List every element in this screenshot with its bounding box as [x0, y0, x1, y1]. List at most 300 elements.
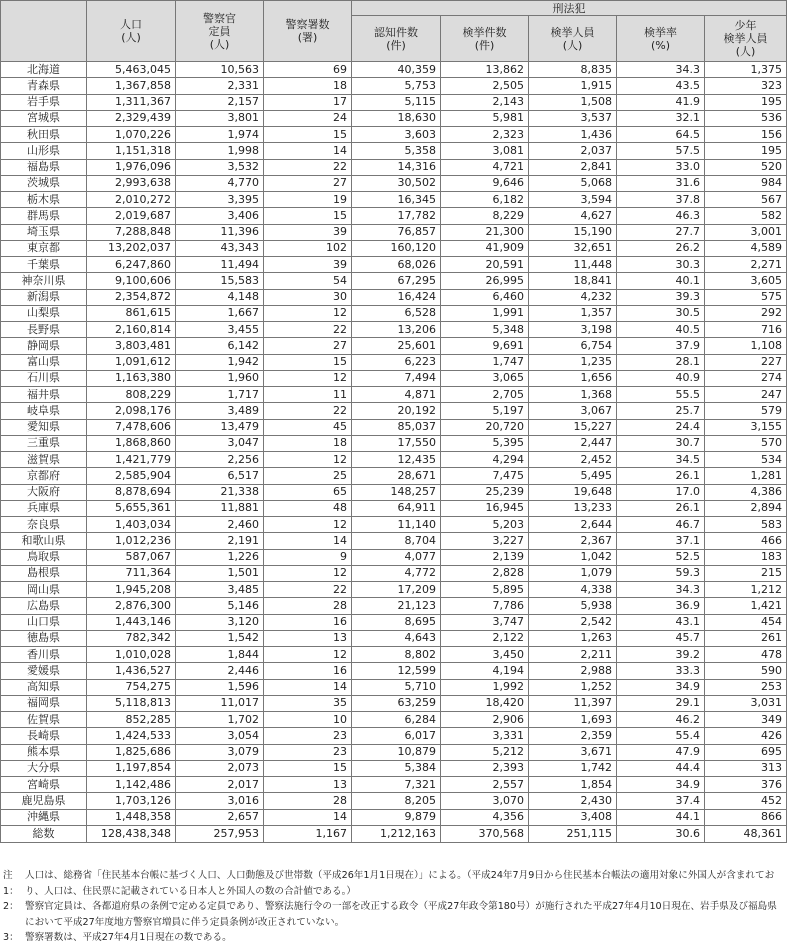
- cell-recognized-cases: 8,704: [352, 533, 441, 549]
- total-recognized-cases: 1,212,163: [352, 825, 441, 842]
- cell-police-stations: 22: [264, 403, 352, 419]
- total-row: [1, 825, 787, 842]
- cell-police-stations: 12: [264, 370, 352, 386]
- cell-clearance-rate: 33.3: [617, 663, 705, 679]
- cell-prefecture: 北海道: [1, 62, 87, 78]
- cell-juvenile-cleared: 984: [705, 175, 787, 191]
- cell-juvenile-cleared: 2,894: [705, 500, 787, 516]
- cell-prefecture: 滋賀県: [1, 452, 87, 468]
- cell-prefecture: 山形県: [1, 143, 87, 159]
- cell-cleared-persons: 2,037: [529, 143, 617, 159]
- cell-police-officers: 1,501: [176, 565, 264, 581]
- cell-recognized-cases: 14,316: [352, 159, 441, 175]
- table-row: [1, 728, 787, 744]
- cell-police-stations: 48: [264, 500, 352, 516]
- cell-clearance-rate: 30.3: [617, 257, 705, 273]
- cell-police-stations: 12: [264, 452, 352, 468]
- cell-population: 1,311,367: [87, 94, 176, 110]
- header-clearance-rate: 検挙率 (%): [617, 16, 705, 62]
- cell-clearance-rate: 39.3: [617, 289, 705, 305]
- cell-police-officers: 3,054: [176, 728, 264, 744]
- cell-juvenile-cleared: 323: [705, 78, 787, 94]
- cell-prefecture: 岡山県: [1, 582, 87, 598]
- cell-population: 1,443,146: [87, 614, 176, 630]
- cell-prefecture: 福井県: [1, 387, 87, 403]
- cell-juvenile-cleared: 156: [705, 127, 787, 143]
- cell-clearance-rate: 46.2: [617, 712, 705, 728]
- table-row: [1, 419, 787, 435]
- cell-cleared-persons: 1,693: [529, 712, 617, 728]
- cell-clearance-rate: 59.3: [617, 565, 705, 581]
- table-row: [1, 809, 787, 825]
- cell-cleared-persons: 1,436: [529, 127, 617, 143]
- cell-recognized-cases: 20,192: [352, 403, 441, 419]
- total-cleared-cases: 370,568: [441, 825, 529, 842]
- cell-prefecture: 和歌山県: [1, 533, 87, 549]
- cell-cleared-persons: 18,841: [529, 273, 617, 289]
- cell-police-stations: 12: [264, 305, 352, 321]
- cell-prefecture: 島根県: [1, 565, 87, 581]
- cell-clearance-rate: 37.9: [617, 338, 705, 354]
- cell-police-officers: 2,073: [176, 760, 264, 776]
- cell-police-officers: 1,596: [176, 679, 264, 695]
- cell-population: 1,151,318: [87, 143, 176, 159]
- cell-cleared-persons: 2,367: [529, 533, 617, 549]
- cell-police-officers: 2,017: [176, 777, 264, 793]
- cell-population: 5,463,045: [87, 62, 176, 78]
- cell-clearance-rate: 45.7: [617, 630, 705, 646]
- cell-population: 13,202,037: [87, 240, 176, 256]
- cell-cleared-persons: 2,644: [529, 517, 617, 533]
- cell-recognized-cases: 4,077: [352, 549, 441, 565]
- cell-police-stations: 18: [264, 78, 352, 94]
- cell-police-officers: 1,702: [176, 712, 264, 728]
- cell-police-stations: 19: [264, 192, 352, 208]
- table-row: [1, 110, 787, 126]
- cell-police-officers: 13,479: [176, 419, 264, 435]
- cell-prefecture: 福岡県: [1, 695, 87, 711]
- cell-cleared-persons: 2,430: [529, 793, 617, 809]
- cell-recognized-cases: 8,695: [352, 614, 441, 630]
- cell-cleared-cases: 3,070: [441, 793, 529, 809]
- cell-cleared-persons: 1,252: [529, 679, 617, 695]
- cell-population: 8,878,694: [87, 484, 176, 500]
- cell-juvenile-cleared: 3,031: [705, 695, 787, 711]
- footnote-text: 人口は、総務省「住民基本台帳に基づく人口、人口動態及び世帯数（平成26年1月1日現在）」による。（平成24年7月9日から住民基本台帳法の適用対象に外国人が含まれており、人口は、住民票に記載されている日本人と外国人の数の合計値である。）: [25, 870, 775, 897]
- cell-cleared-cases: 1,991: [441, 305, 529, 321]
- cell-population: 1,421,779: [87, 452, 176, 468]
- cell-juvenile-cleared: 195: [705, 94, 787, 110]
- cell-cleared-cases: 2,323: [441, 127, 529, 143]
- cell-recognized-cases: 63,259: [352, 695, 441, 711]
- cell-clearance-rate: 26.2: [617, 240, 705, 256]
- cell-cleared-cases: 4,194: [441, 663, 529, 679]
- cell-juvenile-cleared: 4,589: [705, 240, 787, 256]
- total-clearance-rate: 30.6: [617, 825, 705, 842]
- footnote-label: 2：: [3, 901, 19, 913]
- cell-recognized-cases: 40,359: [352, 62, 441, 78]
- cell-juvenile-cleared: 215: [705, 565, 787, 581]
- header-police-stations: 警察署数 (署): [264, 1, 352, 62]
- cell-police-officers: 2,331: [176, 78, 264, 94]
- cell-juvenile-cleared: 1,281: [705, 468, 787, 484]
- cell-cleared-cases: 3,227: [441, 533, 529, 549]
- cell-recognized-cases: 17,209: [352, 582, 441, 598]
- cell-police-stations: 24: [264, 110, 352, 126]
- cell-police-officers: 2,446: [176, 663, 264, 679]
- table-row: [1, 549, 787, 565]
- table-row: [1, 582, 787, 598]
- table-row: [1, 500, 787, 516]
- cell-clearance-rate: 37.1: [617, 533, 705, 549]
- cell-police-officers: 1,960: [176, 370, 264, 386]
- cell-cleared-cases: 2,139: [441, 549, 529, 565]
- cell-population: 5,118,813: [87, 695, 176, 711]
- cell-police-stations: 15: [264, 208, 352, 224]
- cell-juvenile-cleared: 534: [705, 452, 787, 468]
- cell-prefecture: 徳島県: [1, 630, 87, 646]
- table-row: [1, 647, 787, 663]
- header-juvenile-cleared: 少年 検挙人員 (人): [705, 16, 787, 62]
- cell-prefecture: 宮城県: [1, 110, 87, 126]
- cell-recognized-cases: 4,772: [352, 565, 441, 581]
- total-prefecture: 総数: [1, 825, 87, 842]
- cell-recognized-cases: 21,123: [352, 598, 441, 614]
- cell-police-stations: 54: [264, 273, 352, 289]
- cell-cleared-cases: 5,197: [441, 403, 529, 419]
- cell-cleared-cases: 5,203: [441, 517, 529, 533]
- cell-police-stations: 35: [264, 695, 352, 711]
- header-cleared-persons: 検挙人員 (人): [529, 16, 617, 62]
- cell-cleared-cases: 2,122: [441, 630, 529, 646]
- cell-prefecture: 山梨県: [1, 305, 87, 321]
- cell-population: 9,100,606: [87, 273, 176, 289]
- cell-cleared-persons: 4,627: [529, 208, 617, 224]
- cell-population: 2,354,872: [87, 289, 176, 305]
- cell-population: 1,976,096: [87, 159, 176, 175]
- table-row: [1, 224, 787, 240]
- cell-recognized-cases: 7,494: [352, 370, 441, 386]
- cell-juvenile-cleared: 866: [705, 809, 787, 825]
- cell-cleared-persons: 1,042: [529, 549, 617, 565]
- cell-recognized-cases: 7,321: [352, 777, 441, 793]
- cell-clearance-rate: 34.3: [617, 62, 705, 78]
- cell-police-officers: 3,395: [176, 192, 264, 208]
- cell-cleared-persons: 1,915: [529, 78, 617, 94]
- cell-prefecture: 茨城県: [1, 175, 87, 191]
- cell-recognized-cases: 68,026: [352, 257, 441, 273]
- cell-population: 2,160,814: [87, 322, 176, 338]
- cell-population: 711,364: [87, 565, 176, 581]
- cell-clearance-rate: 34.9: [617, 777, 705, 793]
- cell-juvenile-cleared: 4,386: [705, 484, 787, 500]
- cell-clearance-rate: 34.5: [617, 452, 705, 468]
- cell-juvenile-cleared: 1,108: [705, 338, 787, 354]
- cell-recognized-cases: 3,603: [352, 127, 441, 143]
- cell-juvenile-cleared: 520: [705, 159, 787, 175]
- cell-police-officers: 3,801: [176, 110, 264, 126]
- table-row: [1, 533, 787, 549]
- footnote-item: [3, 868, 785, 899]
- cell-recognized-cases: 5,753: [352, 78, 441, 94]
- table-row: [1, 289, 787, 305]
- cell-cleared-persons: 2,988: [529, 663, 617, 679]
- footnote-text: 警察官定員は、各都道府県の条例で定める定員であり、警察法施行令の一部を改正する政令（平成27年政令第180号）が施行された平成27年4月10日現在、岩手県及び福島県において平成27年度地方警察官増員に伴う定員条例が改正されていない。: [25, 901, 777, 928]
- cell-cleared-cases: 9,646: [441, 175, 529, 191]
- cell-recognized-cases: 6,284: [352, 712, 441, 728]
- cell-juvenile-cleared: 716: [705, 322, 787, 338]
- cell-cleared-persons: 2,447: [529, 435, 617, 451]
- cell-police-officers: 2,191: [176, 533, 264, 549]
- cell-recognized-cases: 30,502: [352, 175, 441, 191]
- cell-police-officers: 11,494: [176, 257, 264, 273]
- cell-cleared-persons: 4,232: [529, 289, 617, 305]
- cell-prefecture: 熊本県: [1, 744, 87, 760]
- cell-population: 861,615: [87, 305, 176, 321]
- cell-police-officers: 2,256: [176, 452, 264, 468]
- cell-cleared-persons: 1,263: [529, 630, 617, 646]
- cell-clearance-rate: 39.2: [617, 647, 705, 663]
- cell-recognized-cases: 160,120: [352, 240, 441, 256]
- cell-clearance-rate: 64.5: [617, 127, 705, 143]
- cell-police-stations: 18: [264, 435, 352, 451]
- table-row: [1, 208, 787, 224]
- cell-recognized-cases: 10,879: [352, 744, 441, 760]
- cell-population: 1,825,686: [87, 744, 176, 760]
- cell-cleared-cases: 2,393: [441, 760, 529, 776]
- cell-juvenile-cleared: 695: [705, 744, 787, 760]
- cell-police-stations: 102: [264, 240, 352, 256]
- cell-juvenile-cleared: 570: [705, 435, 787, 451]
- cell-police-officers: 1,942: [176, 354, 264, 370]
- header-recognized-cases: 認知件数 (件): [352, 16, 441, 62]
- table-row: [1, 452, 787, 468]
- cell-cleared-cases: 26,995: [441, 273, 529, 289]
- cell-population: 808,229: [87, 387, 176, 403]
- cell-prefecture: 鹿児島県: [1, 793, 87, 809]
- cell-recognized-cases: 67,295: [352, 273, 441, 289]
- cell-police-stations: 27: [264, 175, 352, 191]
- cell-juvenile-cleared: 349: [705, 712, 787, 728]
- cell-recognized-cases: 12,435: [352, 452, 441, 468]
- table-row: [1, 598, 787, 614]
- cell-police-stations: 16: [264, 614, 352, 630]
- cell-population: 2,993,638: [87, 175, 176, 191]
- cell-police-stations: 15: [264, 354, 352, 370]
- cell-population: 852,285: [87, 712, 176, 728]
- cell-cleared-persons: 1,079: [529, 565, 617, 581]
- table-row: [1, 257, 787, 273]
- cell-clearance-rate: 25.7: [617, 403, 705, 419]
- cell-cleared-persons: 13,233: [529, 500, 617, 516]
- total-police-officers: 257,953: [176, 825, 264, 842]
- cell-juvenile-cleared: 1,212: [705, 582, 787, 598]
- table-row: [1, 192, 787, 208]
- cell-police-stations: 22: [264, 582, 352, 598]
- cell-cleared-cases: 5,395: [441, 435, 529, 451]
- cell-clearance-rate: 29.1: [617, 695, 705, 711]
- cell-juvenile-cleared: 575: [705, 289, 787, 305]
- cell-juvenile-cleared: 247: [705, 387, 787, 403]
- table-row: [1, 143, 787, 159]
- cell-recognized-cases: 6,223: [352, 354, 441, 370]
- table-row: [1, 744, 787, 760]
- cell-clearance-rate: 55.4: [617, 728, 705, 744]
- cell-prefecture: 香川県: [1, 647, 87, 663]
- cell-police-stations: 15: [264, 127, 352, 143]
- cell-prefecture: 高知県: [1, 679, 87, 695]
- cell-cleared-persons: 1,368: [529, 387, 617, 403]
- cell-cleared-persons: 3,067: [529, 403, 617, 419]
- cell-police-officers: 3,079: [176, 744, 264, 760]
- cell-recognized-cases: 12,599: [352, 663, 441, 679]
- cell-police-officers: 11,881: [176, 500, 264, 516]
- cell-population: 1,436,527: [87, 663, 176, 679]
- cell-juvenile-cleared: 582: [705, 208, 787, 224]
- cell-prefecture: 新潟県: [1, 289, 87, 305]
- cell-cleared-cases: 5,981: [441, 110, 529, 126]
- cell-recognized-cases: 5,710: [352, 679, 441, 695]
- cell-cleared-cases: 4,721: [441, 159, 529, 175]
- cell-juvenile-cleared: 183: [705, 549, 787, 565]
- cell-clearance-rate: 36.9: [617, 598, 705, 614]
- cell-police-stations: 25: [264, 468, 352, 484]
- cell-juvenile-cleared: 1,375: [705, 62, 787, 78]
- cell-police-officers: 15,583: [176, 273, 264, 289]
- cell-police-stations: 14: [264, 533, 352, 549]
- cell-prefecture: 富山県: [1, 354, 87, 370]
- table-row: [1, 127, 787, 143]
- table-row: [1, 760, 787, 776]
- cell-clearance-rate: 47.9: [617, 744, 705, 760]
- cell-juvenile-cleared: 579: [705, 403, 787, 419]
- cell-prefecture: 鳥取県: [1, 549, 87, 565]
- cell-police-stations: 15: [264, 760, 352, 776]
- cell-cleared-persons: 1,508: [529, 94, 617, 110]
- cell-juvenile-cleared: 2,271: [705, 257, 787, 273]
- cell-police-stations: 39: [264, 257, 352, 273]
- cell-police-officers: 11,396: [176, 224, 264, 240]
- cell-population: 2,329,439: [87, 110, 176, 126]
- cell-cleared-cases: 2,906: [441, 712, 529, 728]
- cell-population: 1,367,858: [87, 78, 176, 94]
- cell-juvenile-cleared: 590: [705, 663, 787, 679]
- table-row: [1, 565, 787, 581]
- header-prefecture: [1, 1, 87, 62]
- cell-police-stations: 45: [264, 419, 352, 435]
- cell-clearance-rate: 43.1: [617, 614, 705, 630]
- cell-cleared-persons: 2,542: [529, 614, 617, 630]
- table-row: [1, 387, 787, 403]
- cell-cleared-persons: 8,835: [529, 62, 617, 78]
- cell-police-stations: 14: [264, 809, 352, 825]
- cell-cleared-cases: 5,895: [441, 582, 529, 598]
- total-cleared-persons: 251,115: [529, 825, 617, 842]
- cell-police-officers: 10,563: [176, 62, 264, 78]
- header-cleared-cases: 検挙件数 (件): [441, 16, 529, 62]
- cell-recognized-cases: 11,140: [352, 517, 441, 533]
- cell-clearance-rate: 30.7: [617, 435, 705, 451]
- cell-population: 2,098,176: [87, 403, 176, 419]
- cell-prefecture: 京都府: [1, 468, 87, 484]
- cell-cleared-persons: 1,357: [529, 305, 617, 321]
- cell-clearance-rate: 17.0: [617, 484, 705, 500]
- cell-cleared-persons: 11,448: [529, 257, 617, 273]
- cell-cleared-cases: 18,420: [441, 695, 529, 711]
- cell-population: 1,142,486: [87, 777, 176, 793]
- cell-police-stations: 27: [264, 338, 352, 354]
- cell-clearance-rate: 27.7: [617, 224, 705, 240]
- cell-cleared-cases: 4,356: [441, 809, 529, 825]
- cell-cleared-cases: 3,747: [441, 614, 529, 630]
- cell-police-officers: 4,770: [176, 175, 264, 191]
- cell-cleared-persons: 5,938: [529, 598, 617, 614]
- cell-police-officers: 1,998: [176, 143, 264, 159]
- cell-recognized-cases: 17,782: [352, 208, 441, 224]
- cell-juvenile-cleared: 376: [705, 777, 787, 793]
- cell-population: 1,448,358: [87, 809, 176, 825]
- cell-recognized-cases: 18,630: [352, 110, 441, 126]
- cell-prefecture: 宮崎県: [1, 777, 87, 793]
- cell-prefecture: 千葉県: [1, 257, 87, 273]
- table-row: [1, 78, 787, 94]
- cell-population: 7,288,848: [87, 224, 176, 240]
- cell-police-officers: 21,338: [176, 484, 264, 500]
- cell-recognized-cases: 16,424: [352, 289, 441, 305]
- cell-police-stations: 17: [264, 94, 352, 110]
- table-row: [1, 679, 787, 695]
- cell-cleared-cases: 2,143: [441, 94, 529, 110]
- total-population: 128,438,348: [87, 825, 176, 842]
- table-row: [1, 305, 787, 321]
- cell-population: 2,019,687: [87, 208, 176, 224]
- cell-police-stations: 12: [264, 647, 352, 663]
- table-row: [1, 793, 787, 809]
- cell-cleared-cases: 8,229: [441, 208, 529, 224]
- table-row: [1, 468, 787, 484]
- cell-police-officers: 5,146: [176, 598, 264, 614]
- cell-cleared-persons: 2,211: [529, 647, 617, 663]
- cell-recognized-cases: 148,257: [352, 484, 441, 500]
- cell-cleared-cases: 3,065: [441, 370, 529, 386]
- cell-cleared-persons: 1,742: [529, 760, 617, 776]
- cell-population: 1,012,236: [87, 533, 176, 549]
- cell-prefecture: 石川県: [1, 370, 87, 386]
- cell-police-officers: 3,485: [176, 582, 264, 598]
- cell-cleared-cases: 6,182: [441, 192, 529, 208]
- cell-cleared-cases: 2,505: [441, 78, 529, 94]
- cell-recognized-cases: 64,911: [352, 500, 441, 516]
- cell-police-stations: 12: [264, 565, 352, 581]
- cell-police-officers: 3,120: [176, 614, 264, 630]
- footnote-text: 警察署数は、平成27年4月1日現在の数である。: [25, 932, 232, 944]
- cell-prefecture: 長野県: [1, 322, 87, 338]
- footnotes: [3, 868, 785, 946]
- cell-cleared-persons: 3,594: [529, 192, 617, 208]
- cell-prefecture: 秋田県: [1, 127, 87, 143]
- cell-prefecture: 栃木県: [1, 192, 87, 208]
- cell-police-officers: 2,157: [176, 94, 264, 110]
- cell-juvenile-cleared: 274: [705, 370, 787, 386]
- cell-prefecture: 兵庫県: [1, 500, 87, 516]
- cell-police-officers: 1,226: [176, 549, 264, 565]
- footnote-label: 注1：: [3, 870, 19, 897]
- cell-cleared-cases: 1,992: [441, 679, 529, 695]
- cell-population: 1,070,226: [87, 127, 176, 143]
- cell-clearance-rate: 37.8: [617, 192, 705, 208]
- cell-cleared-persons: 15,190: [529, 224, 617, 240]
- table-body: [1, 62, 787, 843]
